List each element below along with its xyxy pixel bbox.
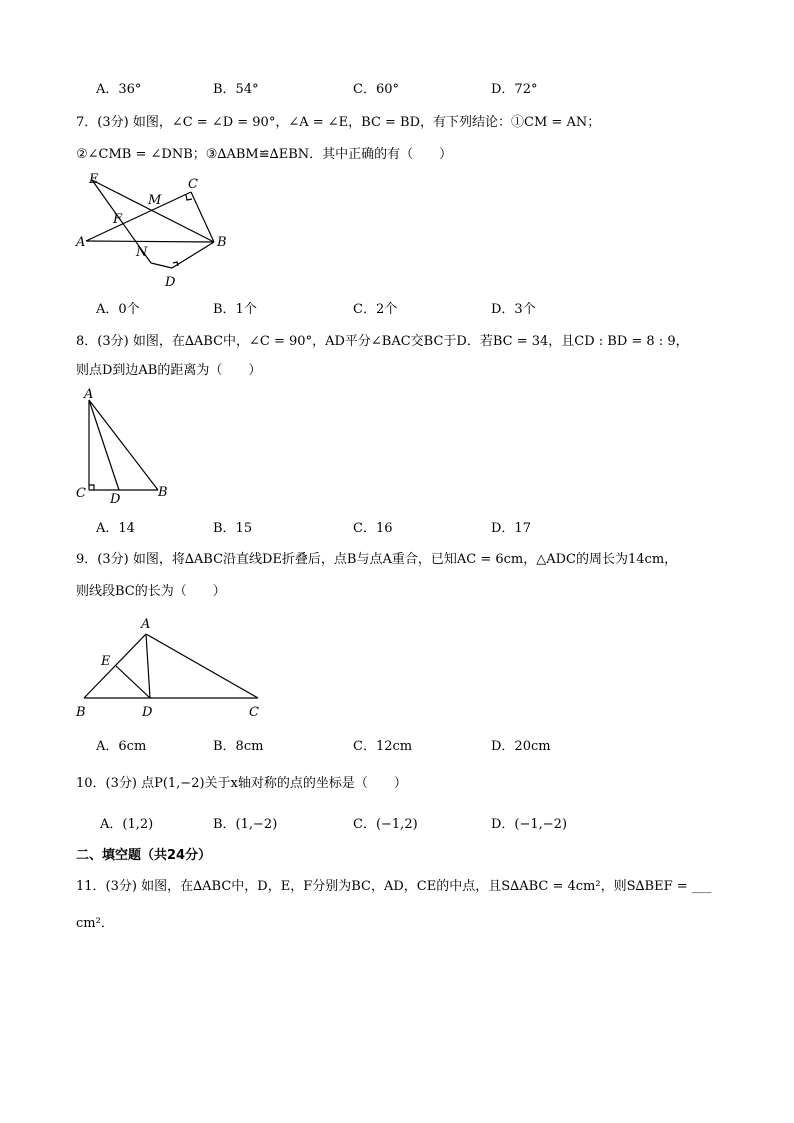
q7-label-B: B: [217, 235, 227, 250]
q11-stem-line1: 11．(3分) 如图，在∆ABC中，D，E，F分别为BC，AD，CE的中点，且S∆ABC = 4cm²，则S∆BEF = ___: [76, 879, 712, 894]
q9-stem-line2: 则线段BC的长为（ ）: [76, 584, 226, 599]
q7-right-angle-C: [186, 195, 192, 200]
q7-option-d: D．3个: [491, 302, 536, 317]
q9-option-a: A．6cm: [96, 739, 147, 754]
q11-stem-line2: cm²．: [76, 916, 114, 931]
q6-option-a: A．36°: [96, 82, 142, 97]
q10-option-d: D．(−1,−2): [491, 817, 568, 832]
q7-segment-DN: [151, 263, 172, 268]
q9-stem-line1: 9．(3分) 如图，将∆ABC沿直线DE折叠后，点B与点A重合，已知AC = 6cm，△ADC的周长为14cm，: [76, 552, 678, 567]
q7-label-D: D: [165, 275, 176, 290]
q6-option-c: C．60°: [353, 82, 399, 97]
q7-segment-CB: [191, 192, 214, 242]
q8-right-angle-C: [89, 485, 94, 490]
q8-label-C: C: [76, 486, 86, 501]
q7-option-b: B．1个: [213, 302, 257, 317]
q9-figure: [70, 610, 270, 722]
q10-option-c: C．(−1,2): [353, 817, 418, 832]
q9-segment-AC: [146, 634, 258, 698]
q7-segment-BD: [172, 242, 214, 268]
section-title-fill-in: 二、填空题（共24分）: [76, 848, 212, 863]
q7-option-c: C．2个: [353, 302, 398, 317]
q8-segment-AB: [89, 400, 158, 490]
q7-label-E: E: [89, 172, 99, 187]
q9-segment-AD: [146, 634, 150, 698]
q7-stem-line1: 7．(3分) 如图，∠C = ∠D = 90°，∠A = ∠E，BC = BD，有下列结论：①CM = AN；: [76, 115, 601, 130]
q9-segment-ED: [116, 666, 150, 698]
q9-label-E: E: [101, 654, 111, 669]
q7-label-N: N: [136, 245, 148, 260]
q9-option-b: B．8cm: [213, 739, 264, 754]
q6-option-b: B．54°: [213, 82, 259, 97]
q7-figure: [70, 168, 240, 290]
q9-option-c: C．12cm: [353, 739, 413, 754]
q8-figure: [74, 387, 184, 510]
q8-option-c: C．16: [353, 521, 393, 536]
q9-label-A: A: [141, 617, 151, 632]
q7-label-M: M: [148, 193, 162, 208]
q7-segment-AB: [86, 241, 214, 242]
q6-option-d: D．72°: [491, 82, 538, 97]
q7-option-a: A．0个: [96, 302, 140, 317]
q8-stem-line2: 则点D到边AB的距离为（ ）: [76, 363, 262, 378]
q8-option-a: A．14: [96, 521, 135, 536]
q8-segment-AD: [89, 400, 119, 490]
q9-label-C: C: [249, 705, 259, 720]
q8-label-A: A: [84, 387, 94, 402]
q9-segment-BA: [84, 634, 146, 698]
q7-label-A: A: [76, 235, 86, 250]
q8-label-B: B: [158, 485, 168, 500]
q10-option-b: B．(1,−2): [213, 817, 278, 832]
q8-stem-line1: 8．(3分) 如图，在∆ABC中，∠C = 90°，AD平分∠BAC交BC于D．若BC = 34，且CD : BD = 8 : 9，: [76, 334, 689, 349]
q8-option-b: B．15: [213, 521, 253, 536]
q9-option-d: D．20cm: [491, 739, 551, 754]
q8-label-D: D: [110, 492, 121, 507]
q7-label-C: C: [188, 177, 198, 192]
q10-option-a: A．(1,2): [100, 817, 154, 832]
q7-segment-AC: [86, 192, 191, 241]
q9-label-D: D: [142, 705, 153, 720]
q9-label-B: B: [76, 705, 86, 720]
q7-stem-line2: ②∠CMB = ∠DNB；③∆ABM≌∆EBN．其中正确的有（ ）: [76, 147, 453, 162]
q7-label-F: F: [113, 212, 123, 227]
q8-option-d: D．17: [491, 521, 531, 536]
q10-stem: 10．(3分) 点P(1,−2)关于x轴对称的点的坐标是（ ）: [76, 776, 407, 791]
